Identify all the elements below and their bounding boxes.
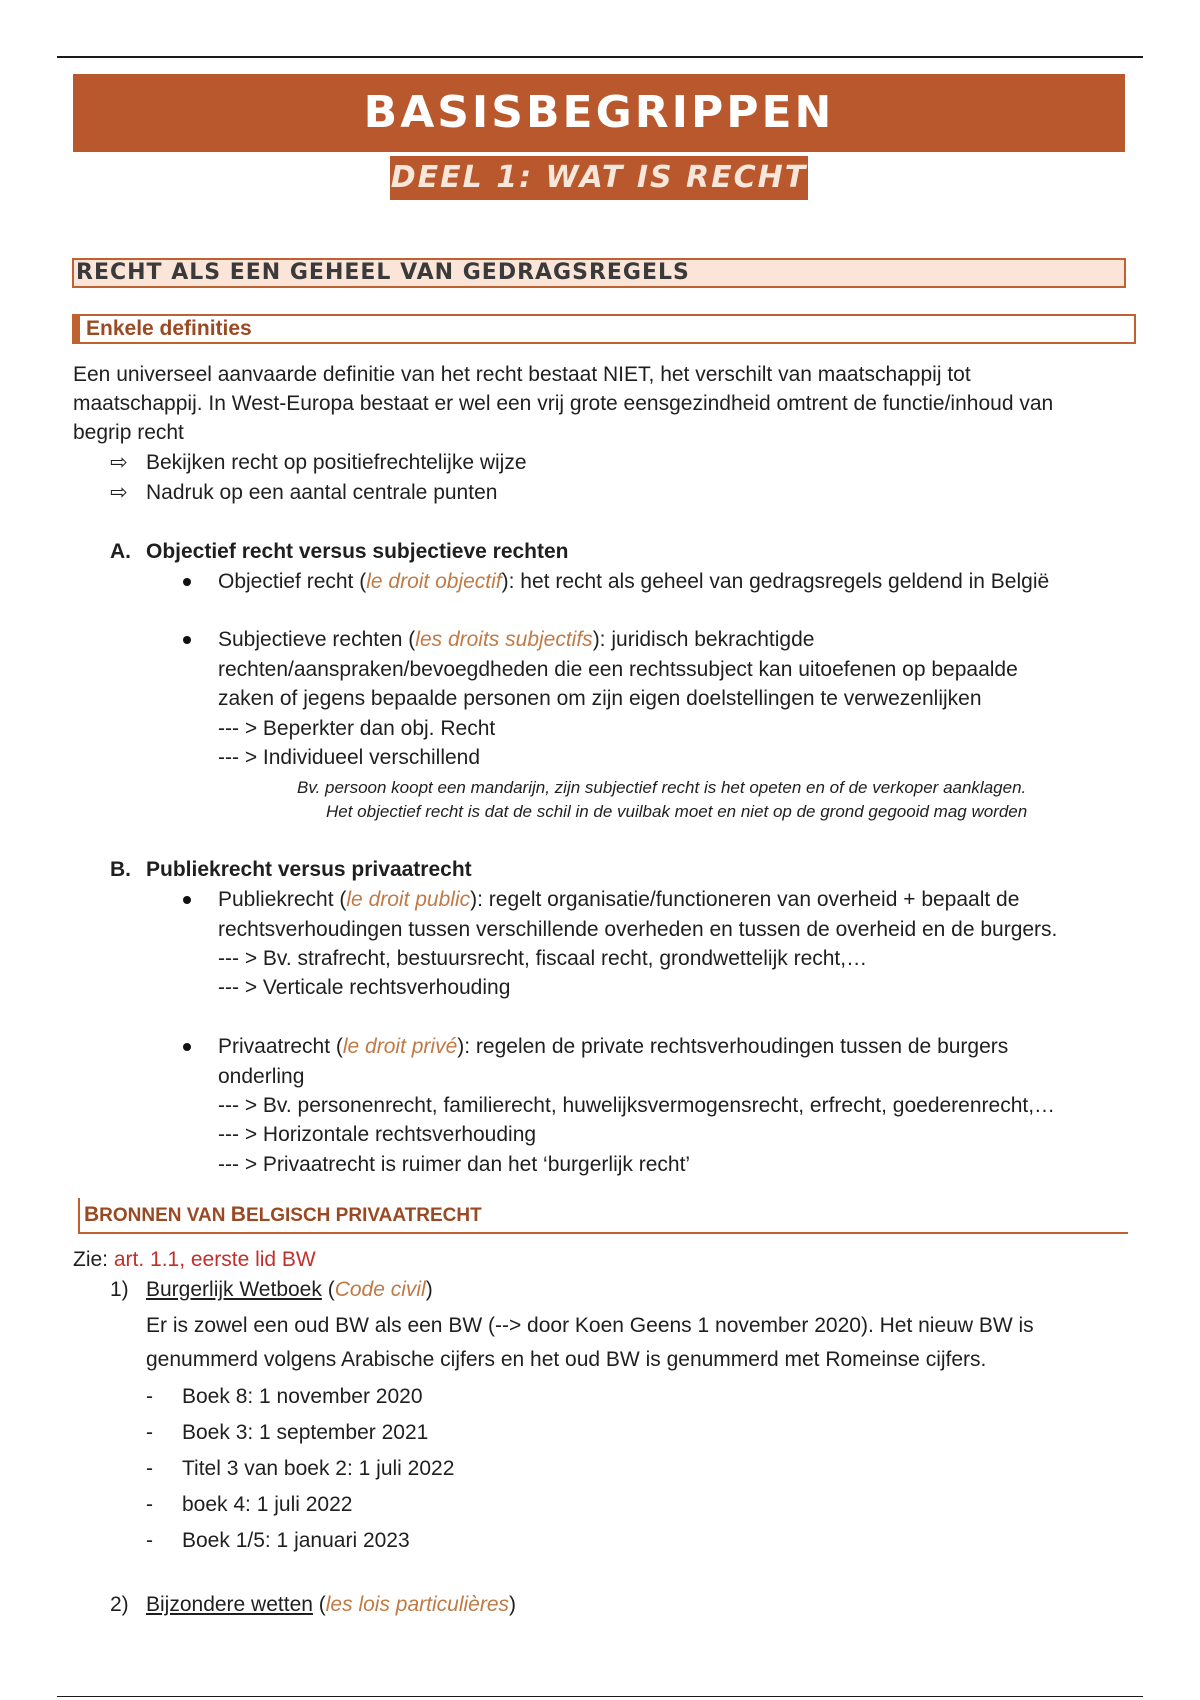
text: ): juridisch bekrachtigde [592, 628, 815, 651]
example-line-2: Het objectief recht is dat de schil in de vuilbak moet en niet op de grond gegooid mag worden [326, 802, 1028, 821]
section-heading-2 [78, 1198, 1128, 1234]
text: ELGISCH PRIVAATRECHT [245, 1205, 482, 1226]
part-b-bullet-2 [218, 1032, 1008, 1061]
intro-line-1: Een universeel aanvaarde definitie van het recht bestaat NIET, het verschilt van maatschappij tot [73, 363, 971, 386]
french-term: les droits subjectifs [415, 628, 593, 651]
item-1-line-2: genummerd volgens Arabische cijfers en het oud BW is genummerd met Romeinse cijfers. [146, 1348, 987, 1371]
french-term: le droit privé [342, 1035, 458, 1058]
item-1-number: 1) [110, 1278, 129, 1301]
text: RONNEN VAN [99, 1205, 231, 1226]
part-a-bullet-2 [218, 625, 814, 654]
part-b-bullet-1-line-2: rechtsverhoudingen tussen verschillende overheden en tussen de overheid en de burgers. [218, 918, 1058, 941]
french-term: le droit objectif [366, 570, 502, 593]
part-b-bullet-2-line-4: --- > Horizontale rechtsverhouding [218, 1123, 537, 1146]
part-b-bullet-1-line-4: --- > Verticale rechtsverhouding [218, 976, 511, 999]
text: ) [425, 1278, 433, 1301]
arrow-icon: ⇨ [110, 481, 128, 504]
book-dash: - [146, 1421, 153, 1444]
book-dash: - [146, 1529, 153, 1552]
arrow-text-2: Nadruk op een aantal centrale punten [146, 481, 498, 504]
part-a-bullet-2-line-3: zaken of jegens bepaalde personen om zijn eigen doelstellingen te verwezenlijken [218, 687, 982, 710]
item-1-line-1: Er is zowel een oud BW als een BW (--> door Koen Geens 1 november 2020). Het nieuw BW is [146, 1314, 1034, 1337]
subheading-definitions: Enkele definities [72, 314, 1136, 344]
top-rule [57, 56, 1143, 58]
item-2-number: 2) [110, 1593, 129, 1616]
part-b-heading: Publiekrecht versus privaatrecht [146, 858, 472, 881]
arrow-item-1 [110, 448, 527, 477]
book-item: boek 4: 1 juli 2022 [182, 1493, 353, 1516]
zie-reference [73, 1245, 316, 1274]
text: Privaatrecht ( [218, 1035, 343, 1058]
part-a-heading: Objectief recht versus subjectieve rechten [146, 540, 569, 563]
text: Objectief recht ( [218, 570, 367, 593]
text: ( [312, 1593, 326, 1616]
french-term: Code civil [334, 1278, 426, 1301]
arrow-item-2 [110, 478, 497, 507]
part-a-bullet-1 [218, 567, 1049, 596]
part-b-bullet-2-line-5: --- > Privaatrecht is ruimer dan het ‘burgerlijk recht’ [218, 1153, 691, 1176]
part-b-label: B. [110, 858, 131, 881]
intro-line-2: maatschappij. In West-Europa bestaat er wel een vrij grote eensgezindheid omtrent de functie/inhoud van [73, 392, 1054, 415]
part-b-bullet-1 [218, 885, 1019, 914]
book-item: Titel 3 van boek 2: 1 juli 2022 [182, 1457, 455, 1480]
document-subtitle [390, 156, 808, 200]
text: Bijzondere wetten [146, 1593, 313, 1616]
french-term: le droit public [346, 888, 471, 911]
arrow-icon: ⇨ [110, 451, 128, 474]
text: ): regelt organisatie/functioneren van overheid + bepaalt de [470, 888, 1020, 911]
text: Zie: [73, 1248, 114, 1271]
text: Burgerlijk Wetboek [146, 1278, 322, 1301]
item-2-title [146, 1590, 516, 1619]
book-dash: - [146, 1385, 153, 1408]
bottom-rule [57, 1696, 1143, 1697]
book-dash: - [146, 1457, 153, 1480]
book-item: Boek 1/5: 1 januari 2023 [182, 1529, 410, 1552]
bullet-icon [183, 896, 191, 904]
text: ): het recht als geheel van gedragsregels geldend in België [501, 570, 1050, 593]
text: ) [509, 1593, 517, 1616]
arrow-text-1: Bekijken recht op positiefrechtelijke wijze [146, 451, 527, 474]
example-line-1: Bv. persoon koopt een mandarijn, zijn subjectief recht is het opeten en of de verkoper aanklagen. [297, 778, 1027, 797]
text: B [84, 1203, 100, 1226]
part-a-label: A. [110, 540, 131, 563]
bullet-icon [183, 636, 191, 644]
bullet-icon [183, 1043, 191, 1051]
bullet-icon [183, 578, 191, 586]
document-title: BASISBEGRIPPEN [73, 74, 1125, 152]
part-b-bullet-1-line-3: --- > Bv. strafrecht, bestuursrecht, fiscaal recht, grondwettelijk recht,… [218, 947, 868, 970]
part-b-bullet-2-line-3: --- > Bv. personenrecht, familierecht, huwelijksvermogensrecht, erfrecht, goederenrecht,… [218, 1094, 1056, 1117]
text: ): regelen de private rechtsverhoudingen tussen de burgers [457, 1035, 1009, 1058]
french-term: les lois particulières [325, 1593, 510, 1616]
text-cursor [599, 206, 602, 240]
intro-line-3: begrip recht [73, 421, 184, 444]
item-1-title [146, 1275, 433, 1304]
book-dash: - [146, 1493, 153, 1516]
text: Publiekrecht ( [218, 888, 347, 911]
text: Subjectieve rechten ( [218, 628, 416, 651]
text: ( [321, 1278, 335, 1301]
part-a-bullet-2-line-5: --- > Individueel verschillend [218, 746, 481, 769]
subtitle-text: DEEL 1: WAT IS RECHT [390, 160, 808, 195]
article-reference: art. 1.1, eerste lid BW [113, 1248, 316, 1271]
part-a-bullet-2-line-4: --- > Beperkter dan obj. Recht [218, 717, 496, 740]
part-a-bullet-2-line-2: rechten/aanspraken/bevoegdheden die een rechtssubject kan uitoefenen op bepaalde [218, 658, 1018, 681]
section-heading-1: RECHT ALS EEN GEHEEL VAN GEDRAGSREGELS [72, 258, 1126, 288]
book-item: Boek 3: 1 september 2021 [182, 1421, 429, 1444]
book-item: Boek 8: 1 november 2020 [182, 1385, 423, 1408]
part-b-bullet-2-line-2: onderling [218, 1065, 305, 1088]
text: B [230, 1203, 246, 1226]
